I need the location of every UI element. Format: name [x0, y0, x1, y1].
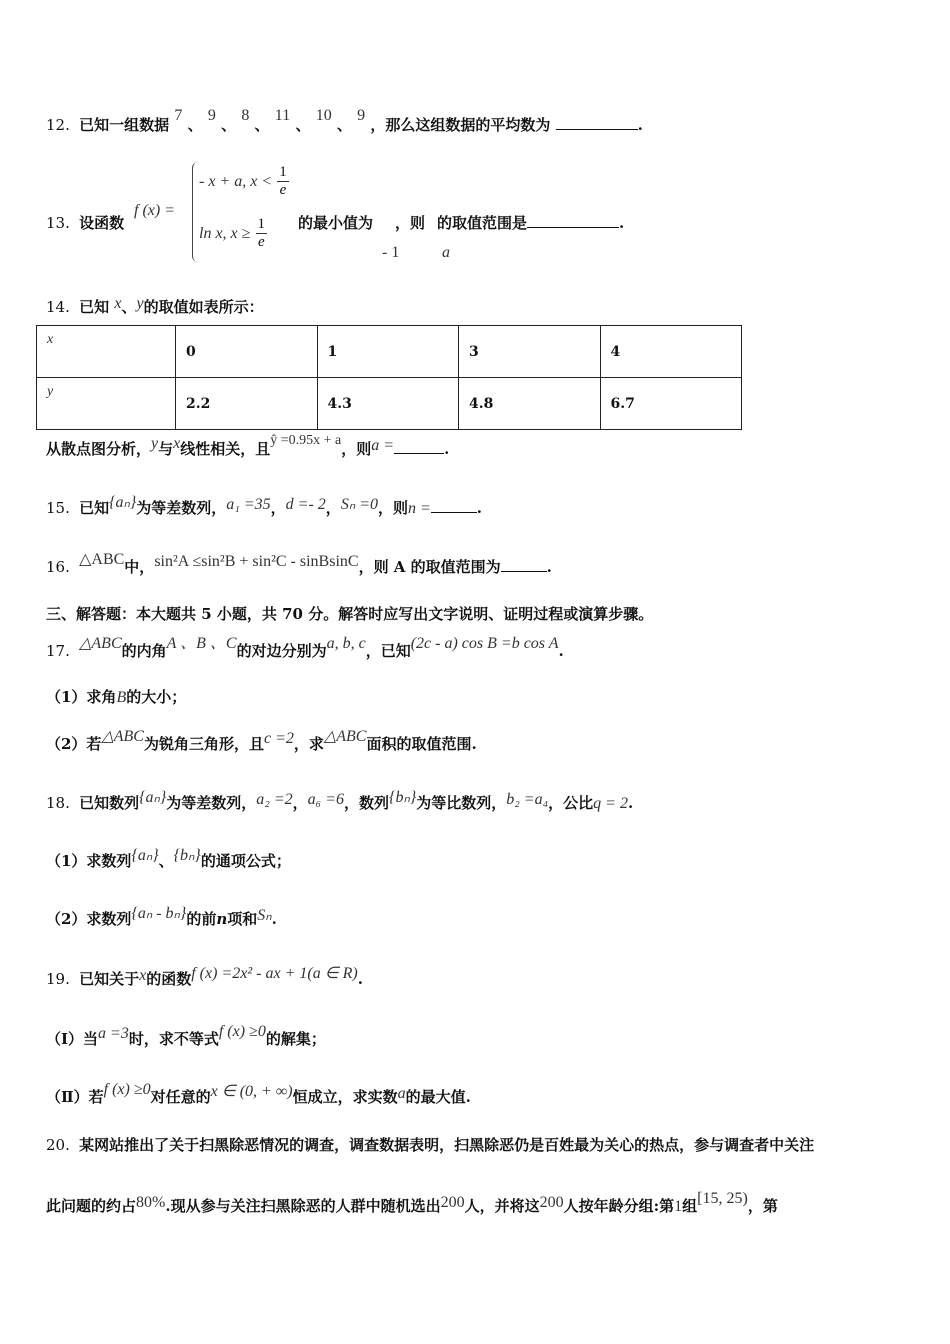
question-number: 15. [46, 499, 70, 517]
inequality: sin²A ≤sin²B + sin²C - sinBsinC [154, 553, 359, 570]
period: . [637, 116, 643, 134]
answer-blank [501, 571, 547, 572]
question-text: 的前 [186, 910, 217, 928]
table-cell: 1 [317, 326, 459, 378]
case-expression: - x + a, x < [199, 173, 273, 190]
variable-x: x [139, 967, 147, 984]
piecewise-case-1 [199, 164, 289, 199]
table-cell: 4.8 [459, 378, 601, 430]
data-value: 10 [315, 107, 332, 124]
question-18-part-1 [46, 847, 291, 871]
table-row [37, 378, 742, 430]
sequence-b: {bₙ} [389, 789, 417, 806]
question-text: 的取值如表所示： [143, 298, 264, 316]
question-text: 时，求不等式 [128, 1030, 219, 1048]
question-text: 为锐角三角形，且 [143, 735, 264, 753]
question-text: ，第 [747, 1197, 778, 1215]
part-label: （2）若 [46, 735, 102, 753]
question-18 [46, 789, 634, 813]
question-17-part-1 [46, 686, 186, 707]
question-text: 的函数 [146, 970, 192, 988]
question-text: ，则 A 的取值范围为 [358, 558, 501, 576]
question-text: 已知数列 [79, 794, 140, 812]
table-cell: 0 [176, 326, 318, 378]
variable-x: x [173, 435, 181, 452]
separator: 、 [254, 116, 270, 134]
group-number: 1 [674, 1198, 683, 1215]
question-text: 项和 [227, 910, 258, 928]
question-text: 的最小值为 [298, 214, 374, 232]
question-text: ，求 [293, 735, 324, 753]
sample-size: 200 [539, 1194, 564, 1211]
percentage: 80% [136, 1194, 166, 1211]
partial-sum: Sₙ [257, 907, 272, 924]
table-cell: x [37, 326, 176, 378]
triangle: △ABC [101, 728, 144, 745]
question-number: 19. [46, 970, 70, 988]
min-value: - 1 [382, 244, 400, 261]
question-17-part-2 [46, 728, 477, 754]
data-value: 7 [174, 107, 183, 124]
common-difference: d =- 2 [285, 496, 326, 513]
piecewise-case-2 [199, 216, 267, 251]
param-value: a =3 [98, 1025, 129, 1042]
answer-blank [431, 512, 477, 513]
domain-range: x ∈ (0, + ∞) [210, 1083, 293, 1100]
question-text: 的通项公式； [200, 852, 291, 870]
period: . [546, 558, 552, 576]
question-text: 与 [158, 440, 174, 458]
term-b2: b₂ =a₄ [506, 791, 549, 808]
question-19 [46, 965, 363, 989]
question-text: 的解集； [265, 1030, 326, 1048]
question-text: 面积的取值范围. [366, 735, 477, 753]
fraction-denominator: e [279, 182, 287, 198]
question-text: ，则 [395, 214, 426, 232]
variable-y: y [151, 435, 159, 452]
inequality: f (x) ≥0 [103, 1081, 151, 1098]
table-cell: y [37, 378, 176, 430]
sides: a, b, c [326, 635, 366, 652]
fraction-numerator: 1 [279, 164, 287, 180]
question-number: 18. [46, 794, 70, 812]
partial-sum: Sₙ =0 [340, 496, 378, 513]
regression-equation: ŷ =0.95x + a [270, 433, 342, 448]
period: . [271, 910, 277, 928]
question-text: 线性相关，且 [180, 440, 271, 458]
question-text: 人按年龄分组:第 [563, 1197, 675, 1215]
sequence-diff: {aₙ - bₙ} [131, 905, 187, 922]
question-text: 的对边分别为 [236, 642, 327, 660]
question-text: 人，并将这 [464, 1197, 540, 1215]
fraction [277, 164, 289, 199]
question-18-part-2 [46, 905, 277, 929]
separator: ， [270, 499, 286, 517]
answer-blank [394, 453, 444, 454]
table-cell: 3 [459, 326, 601, 378]
question-14-follow [46, 433, 450, 459]
sequence-b: {bₙ} [173, 847, 201, 864]
question-17 [46, 635, 564, 661]
ratio: q = 2 [593, 795, 628, 812]
triangle: △ABC [323, 728, 367, 745]
question-number: 16. [46, 558, 70, 576]
inequality: f (x) ≥0 [218, 1023, 266, 1040]
question-text: ，数列 [344, 794, 390, 812]
question-text: 已知 [79, 499, 110, 517]
question-text: ，已知 [365, 642, 411, 660]
question-text: 为等差数列， [136, 499, 227, 517]
separator: 、 [187, 116, 203, 134]
asked-value: a = [371, 437, 395, 454]
question-number: 14. [46, 298, 70, 316]
part-label: （1）求数列 [46, 852, 132, 870]
question-number: 17. [46, 642, 70, 660]
question-14 [46, 296, 264, 317]
question-text: 的内角 [121, 642, 167, 660]
question-20-line-2 [46, 1190, 778, 1216]
question-13-text [298, 212, 624, 233]
sequence-a: {aₙ} [131, 847, 159, 864]
question-text: 中， [124, 558, 155, 576]
period: . [476, 499, 483, 517]
term-a2: a₂ =2 [256, 791, 293, 808]
part-label: （2）求数列 [46, 910, 132, 928]
question-text: 为等比数列， [416, 794, 507, 812]
table-cell: 4 [600, 326, 742, 378]
term-a6: a₆ =6 [307, 791, 345, 808]
age-interval: [15, 25) [697, 1190, 748, 1207]
variable-y: y [136, 295, 144, 312]
question-text: 设函数 [79, 214, 125, 232]
answer-blank [556, 129, 638, 130]
question-text: ，则 [377, 499, 408, 517]
parameter-a: a [397, 1085, 406, 1102]
xy-table [36, 325, 742, 430]
term-a1: a₁ =35 [226, 496, 271, 513]
separator: ， [325, 499, 341, 517]
question-number: 20. [46, 1136, 70, 1154]
fraction-denominator: e [257, 234, 265, 250]
data-value: 8 [241, 107, 250, 124]
question-number: 13. [46, 214, 70, 232]
question-text: 对任意的 [150, 1088, 211, 1106]
equation: (2c - a) cos B =b cos A [410, 635, 559, 652]
part-label: （1）求角 [46, 688, 117, 706]
question-text: ，则 [341, 440, 372, 458]
angle-b: B [116, 689, 127, 706]
table-cell: 4.3 [317, 378, 459, 430]
table-cell: 2.2 [176, 378, 318, 430]
sequence-a: {aₙ} [139, 789, 167, 806]
data-value: 9 [207, 107, 216, 124]
question-text: 已知 [79, 298, 110, 316]
question-16 [46, 551, 552, 577]
question-text: 组 [682, 1197, 698, 1215]
question-text: ，公比 [548, 794, 594, 812]
separator: ， [292, 794, 308, 812]
question-text: 的取值范围是 [437, 214, 528, 232]
sequence: {aₙ} [109, 494, 137, 511]
function: f (x) =2x² - ax + 1(a ∈ R) [191, 965, 358, 982]
period: . [357, 970, 363, 988]
section-heading: 三、解答题：本大题共 5 小题，共 70 分。解答时应写出文字说明、证明过程或演算步骤。 [46, 605, 654, 623]
parameter-a: a [442, 244, 450, 261]
question-text: .现从参与关注扫黑除恶的人群中随机选出 [165, 1197, 441, 1215]
question-12 [46, 107, 643, 135]
question-text: 恒成立，求实数 [292, 1088, 398, 1106]
question-19-part-2 [46, 1081, 471, 1107]
triangle: △ABC [79, 635, 122, 652]
side-c: c =2 [263, 730, 294, 747]
question-text: 某网站推出了关于扫黑除恶情况的调查，调查数据表明，扫黑除恶仍是百姓最为关心的热点，参与调查者中关注 [79, 1136, 815, 1154]
question-text: 为等差数列， [166, 794, 257, 812]
question-text: 从散点图分析， [46, 440, 152, 458]
question-text: 此问题的约占 [46, 1197, 137, 1215]
table-row [37, 326, 742, 378]
question-19-part-1 [46, 1023, 326, 1049]
question-number: 12. [46, 116, 70, 134]
question-13-prefix [46, 212, 124, 233]
separator: 、 [121, 298, 137, 316]
period: . [619, 214, 625, 232]
function-name: f (x) = [134, 202, 175, 219]
period: . [444, 440, 450, 458]
question-text: 的大小； [126, 688, 187, 706]
separator: 、 [158, 852, 174, 870]
question-text: 已知一组数据 [79, 116, 170, 134]
asked-value: n = [408, 500, 431, 517]
separator: 、 [221, 116, 237, 134]
question-text: 已知关于 [79, 970, 140, 988]
variable-x: x [114, 295, 122, 312]
fraction-numerator: 1 [257, 216, 266, 232]
case-expression: ln x, x ≥ [199, 225, 251, 242]
part-label: （Ⅱ）若 [46, 1088, 104, 1106]
data-value: 11 [274, 107, 291, 124]
question-15 [46, 494, 483, 518]
fraction [256, 216, 268, 251]
part-label: （Ⅰ）当 [46, 1030, 99, 1048]
angles: A 、B 、C [166, 635, 237, 652]
variable-n: n [216, 910, 228, 928]
data-value: 9 [357, 107, 366, 124]
sample-size: 200 [440, 1194, 465, 1211]
period: . [627, 794, 634, 812]
separator: 、 [336, 116, 352, 134]
question-text: 的最大值. [405, 1088, 471, 1106]
separator: 、 [295, 116, 311, 134]
question-text: ，那么这组数据的平均数为 [370, 116, 551, 134]
table-cell: 6.7 [600, 378, 742, 430]
question-20-line-1 [46, 1134, 814, 1155]
period: . [558, 642, 564, 660]
answer-blank [527, 227, 619, 228]
triangle: △ABC [79, 551, 125, 568]
